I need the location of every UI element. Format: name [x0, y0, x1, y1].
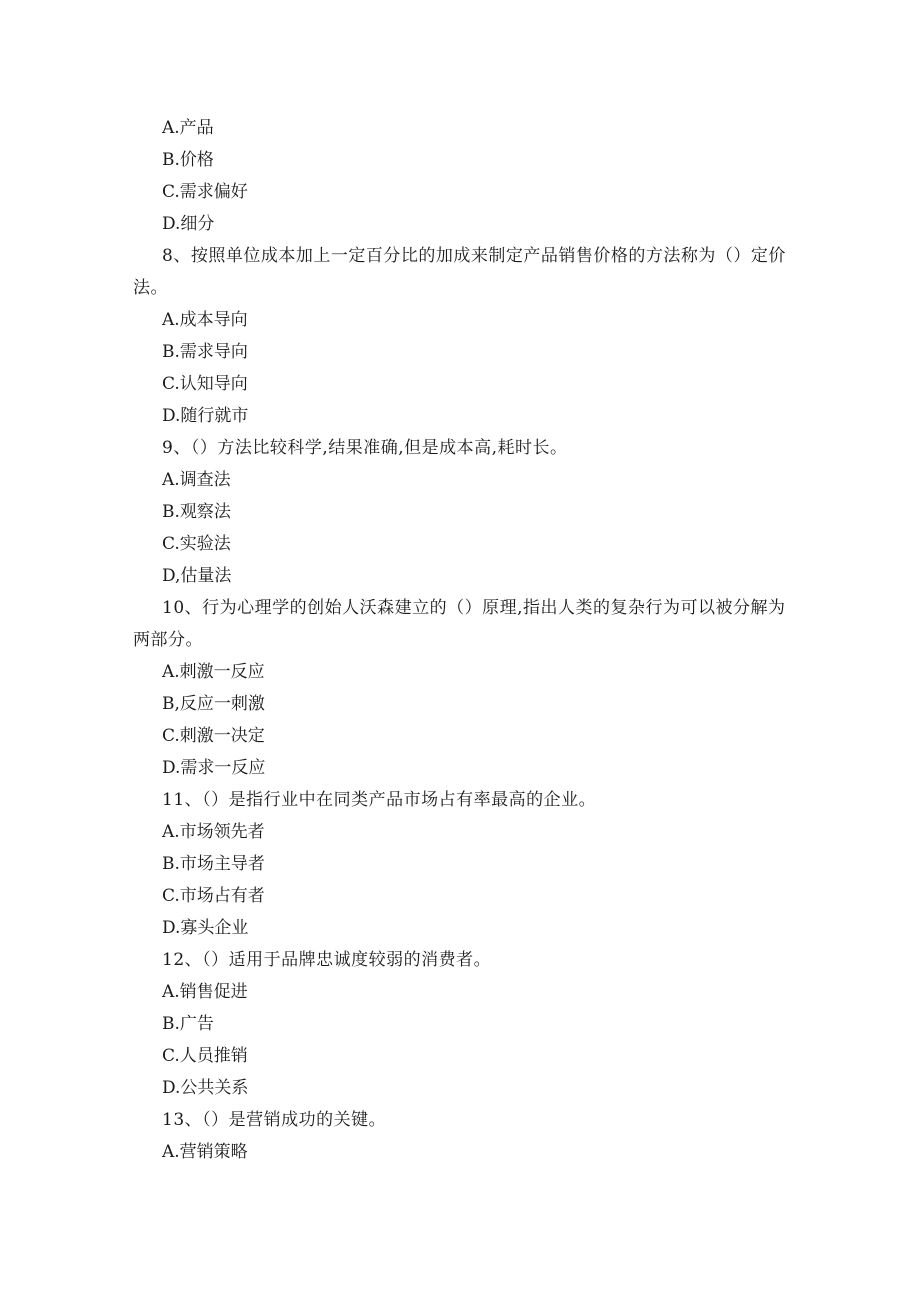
document-body — [133, 112, 793, 1168]
option-line: A.销售促进 — [162, 982, 248, 1002]
option-line: C.认知导向 — [162, 374, 248, 394]
option-line: B.观察法 — [162, 502, 231, 522]
question-8: 8、按照单位成本加上一定百分比的加成来制定产品销售价格的方法称为（）定价法。 — [133, 246, 786, 298]
option-line: C.实验法 — [162, 534, 231, 554]
question-10: 10、行为心理学的创始人沃森建立的（）原理,指出人类的复杂行为可以被分解为两部分。 — [133, 598, 786, 650]
question-13: 13、（）是营销成功的关键。 — [162, 1110, 387, 1130]
option-line: A.成本导向 — [162, 310, 248, 330]
option-line: B.需求导向 — [162, 342, 248, 362]
option-line: C.人员推销 — [162, 1046, 248, 1066]
option-line: B.价格 — [162, 150, 214, 170]
option-line: A.产品 — [162, 118, 214, 138]
option-line: D.寡头企业 — [162, 918, 249, 938]
question-11: 11、（）是指行业中在同类产品市场占有率最高的企业。 — [162, 790, 597, 810]
option-line: C.刺激一决定 — [162, 726, 265, 746]
option-line: B,反应一刺激 — [162, 694, 265, 714]
option-line: A.营销策略 — [162, 1142, 248, 1162]
question-12: 12、（）适用于品牌忠诚度较弱的消费者。 — [162, 950, 492, 970]
option-line: B.广告 — [162, 1014, 214, 1034]
option-line: A.刺激一反应 — [162, 662, 265, 682]
option-line: D.需求一反应 — [162, 758, 266, 778]
option-line: D,估量法 — [162, 566, 232, 586]
option-line: B.市场主导者 — [162, 854, 265, 874]
option-line: D.细分 — [162, 214, 215, 234]
option-line: A.调查法 — [162, 470, 231, 490]
option-line: C.需求偏好 — [162, 182, 248, 202]
option-line: D.公共关系 — [162, 1078, 249, 1098]
option-line: D.随行就市 — [162, 406, 249, 426]
option-line: A.市场领先者 — [162, 822, 265, 842]
question-9: 9、（）方法比较科学,结果准确,但是成本高,耗时长。 — [162, 438, 568, 458]
option-line: C.市场占有者 — [162, 886, 265, 906]
